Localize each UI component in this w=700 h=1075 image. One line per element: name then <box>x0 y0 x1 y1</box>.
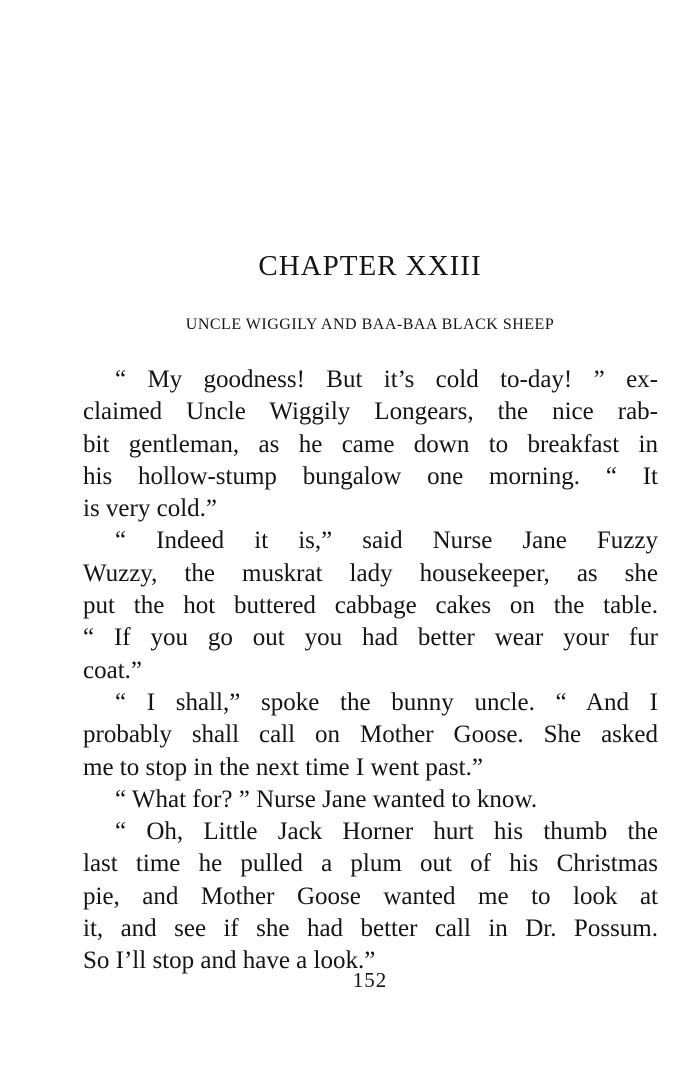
body-text <box>83 364 658 978</box>
paragraph <box>83 687 658 784</box>
paragraph <box>83 784 658 816</box>
text-line: it, and see if she had better call in Dr. Possum. <box>83 915 658 943</box>
text-line: pie, and Mother Goose wanted me to look at <box>83 882 658 910</box>
text-line: “ Indeed it is,” said Nurse Jane Fuzzy <box>115 527 658 555</box>
chapter-title: CHAPTER XXIII <box>258 250 482 282</box>
text-line: his hollow-stump bungalow one morning. “ It <box>83 462 658 490</box>
text-line: put the hot buttered cabbage cakes on the table. <box>83 592 658 620</box>
page-number: 152 <box>352 968 388 992</box>
text-line: “ What for? ” Nurse Jane wanted to know. <box>115 785 538 813</box>
text-line: “ Oh, Little Jack Horner hurt his thumb the <box>115 818 658 846</box>
paragraph <box>83 364 658 525</box>
text-line: “ My goodness! But it’s cold to-day! ” ex- <box>115 366 658 393</box>
paragraph <box>83 816 658 977</box>
text-line: coat.” <box>83 656 142 684</box>
text-line: So I’ll stop and have a look.” <box>83 947 376 975</box>
text-line: is very cold.” <box>83 495 217 523</box>
text-line: “ If you go out you had better wear your fur <box>83 624 658 652</box>
text-line: Wuzzy, the muskrat lady housekeeper, as she <box>83 559 658 587</box>
text-line: “ I shall,” spoke the bunny uncle. “ And I <box>115 688 658 716</box>
paragraph <box>83 525 658 686</box>
text-line: me to stop in the next time I went past.” <box>83 753 483 781</box>
text-line: probably shall call on Mother Goose. She asked <box>83 721 658 749</box>
chapter-subtitle: UNCLE WIGGILY AND BAA-BAA BLACK SHEEP <box>185 316 555 333</box>
text-line: last time he pulled a plum out of his Christmas <box>83 850 658 878</box>
text-line: claimed Uncle Wiggily Longears, the nice rab- <box>83 398 658 426</box>
text-line: bit gentleman, as he came down to breakfast in <box>83 430 658 458</box>
